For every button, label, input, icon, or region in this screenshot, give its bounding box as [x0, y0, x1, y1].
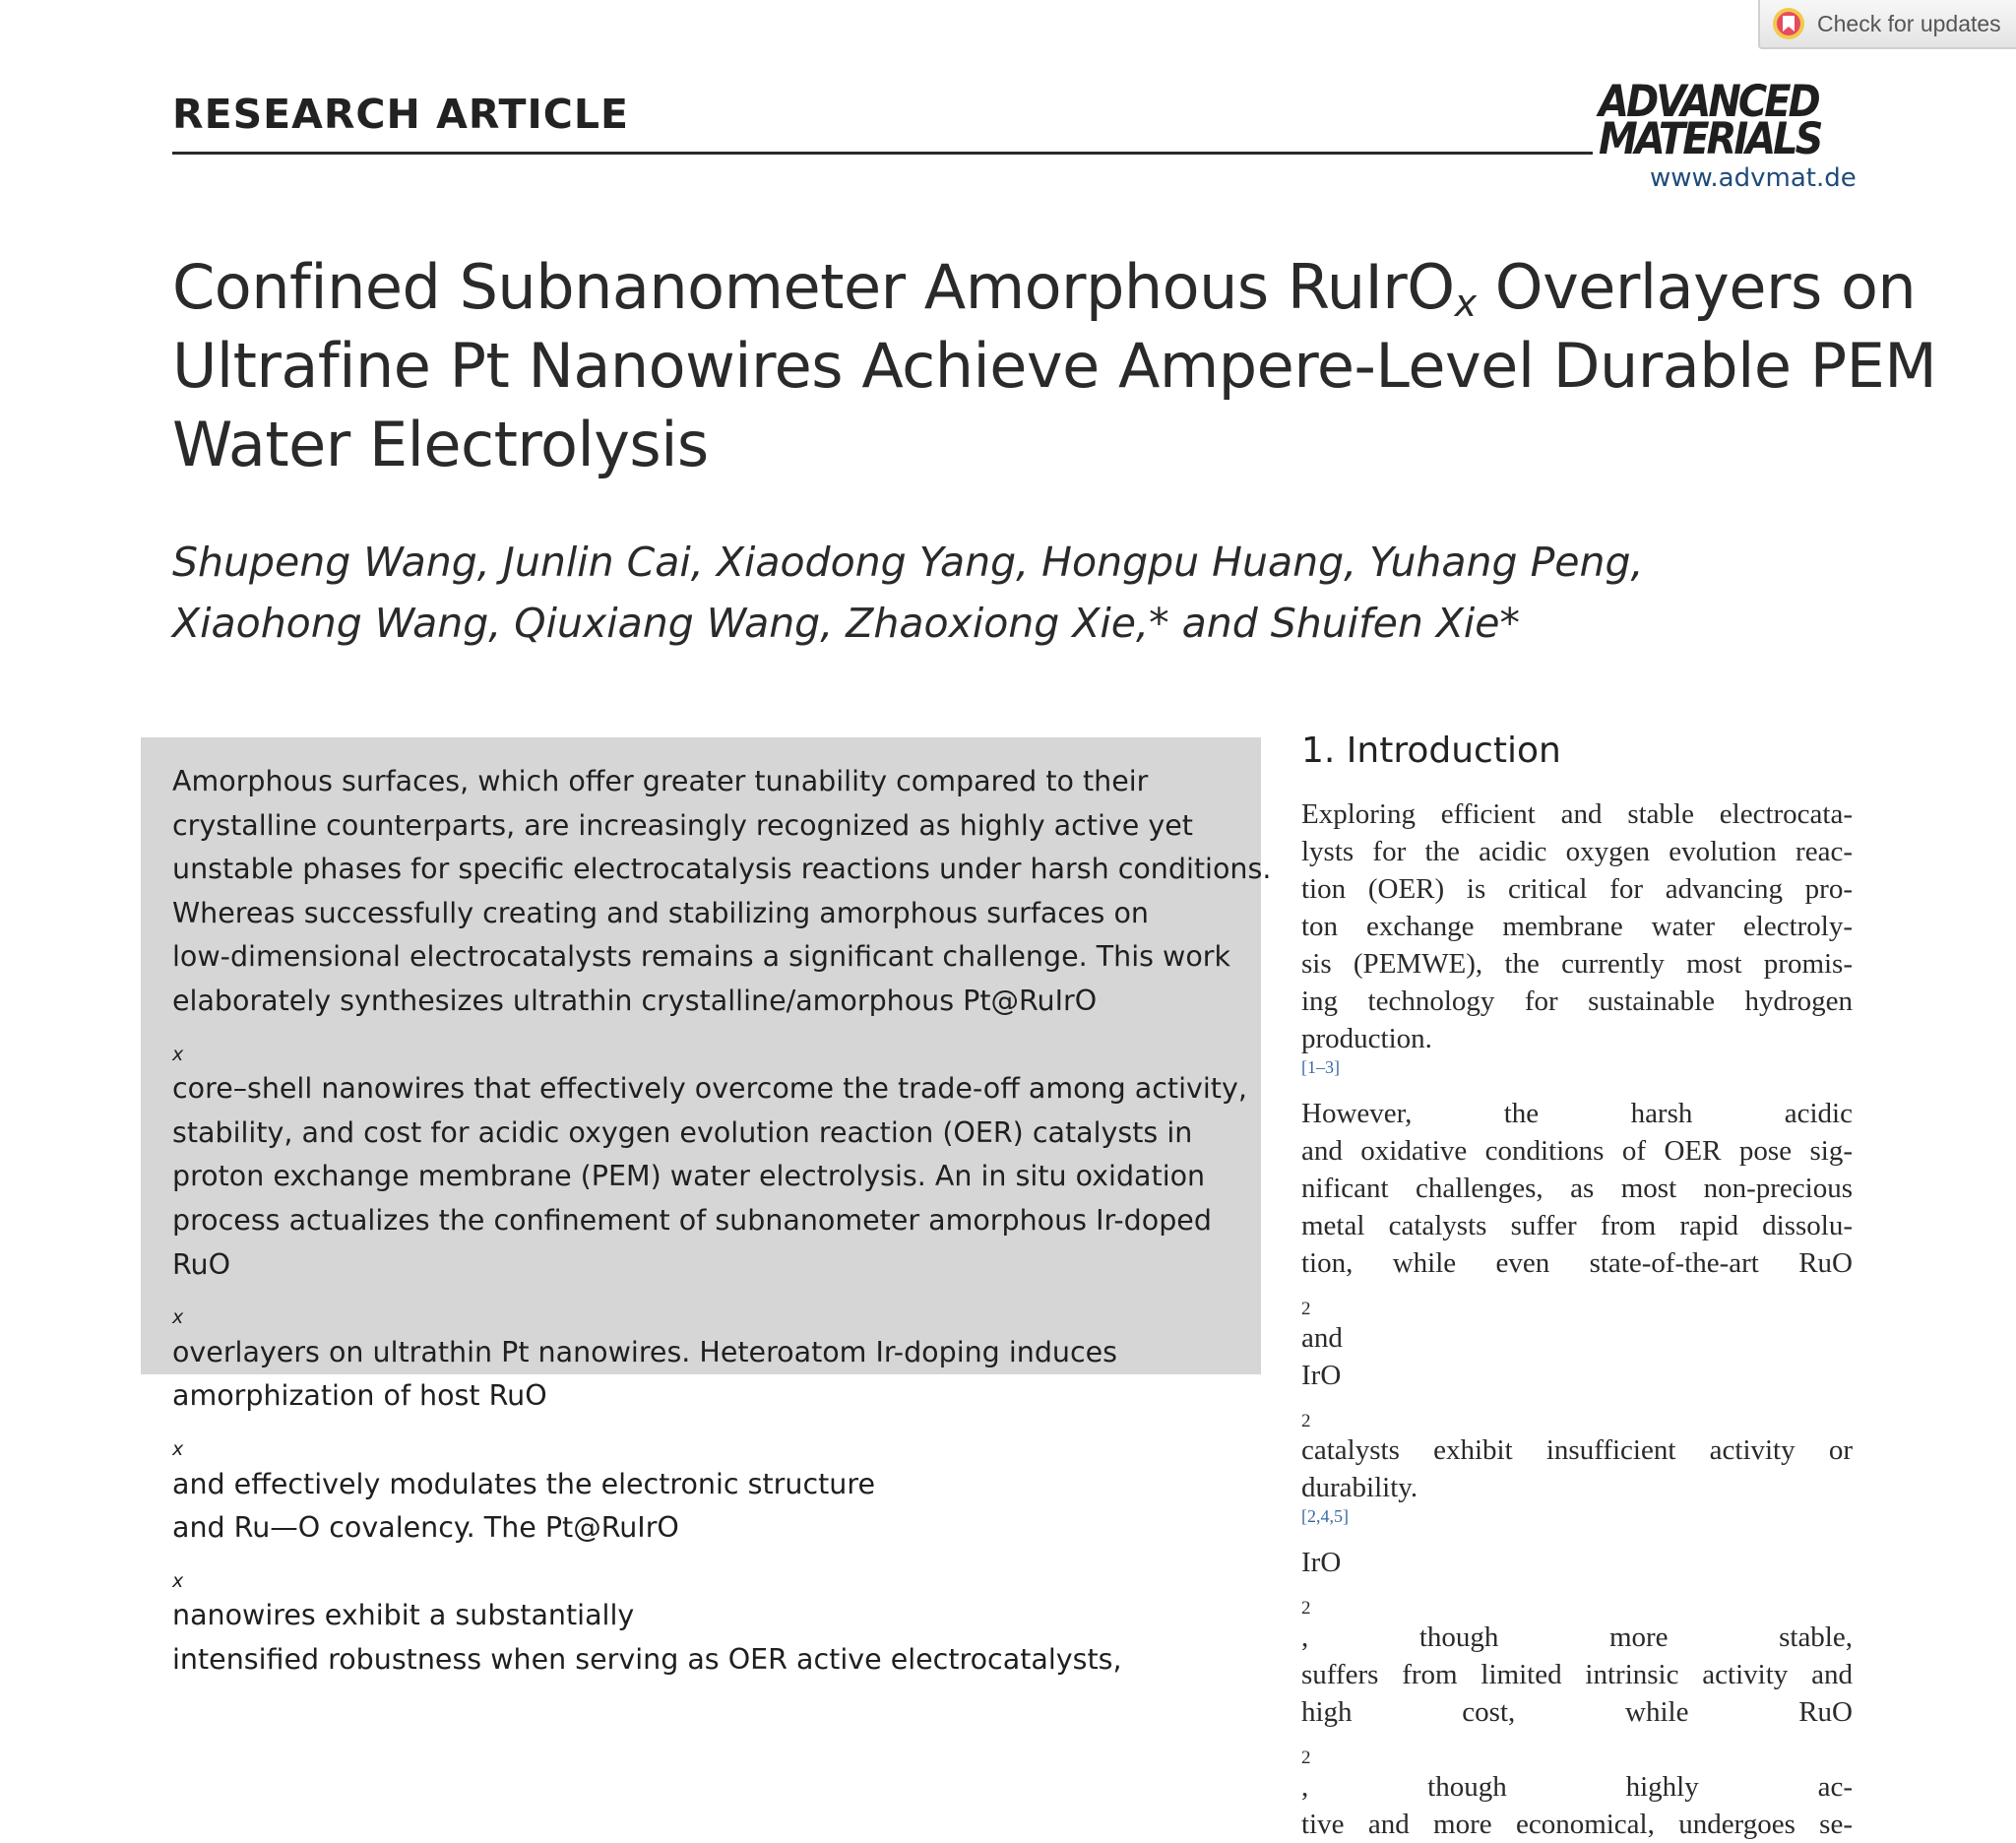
intro-line: IrO $_2$ catalysts exhibit insufficient activity or: [1301, 1360, 1853, 1466]
abstract-line: crystalline counterparts, are increasingly recognized as highly active yet: [172, 808, 1193, 842]
authors-line-1: Shupeng Wang, Junlin Cai, Xiaodong Yang, Hongpu Huang, Yuhang Peng,: [172, 539, 1644, 586]
abstract-text: [172, 760, 1271, 1682]
intro-line: and oxidative conditions of OER pose sig-: [1301, 1135, 1853, 1167]
authors-line-2: Xiaohong Wang, Qiuxiang Wang, Zhaoxiong Xie,* and Shuifen Xie*: [172, 600, 1521, 647]
introduction-heading: 1. Introduction: [1301, 731, 1561, 771]
header-rule: [172, 152, 1593, 155]
journal-logo: [1599, 76, 1855, 165]
abstract-line: low-dimensional electrocatalysts remains a significant challenge. This work: [172, 940, 1230, 974]
abstract-line: amorphization of host RuO $_x$ and effectively modulates the electronic structure: [172, 1379, 875, 1500]
abstract-line: and Ru—O covalency. The Pt@RuIrO $_x$ nanowires exhibit a substantially: [172, 1511, 679, 1632]
abstract-line: unstable phases for specific electrocatalysis reactions under harsh conditions.: [172, 853, 1272, 886]
abstract-line: stability, and cost for acidic oxygen evolution reaction (OER) catalysts in: [172, 1115, 1193, 1149]
check-for-updates-label: Check for updates: [1817, 10, 2001, 36]
citation-link[interactable]: [1–3]: [1301, 1057, 1340, 1077]
intro-line: sis (PEMWE), the currently most promis-: [1301, 948, 1853, 980]
abstract-line: intensified robustness when serving as OER active electrocatalysts,: [172, 1642, 1122, 1676]
title-line-2: Ultrafine Pt Nanowires Achieve Ampere-Level Durable PEM: [172, 330, 1937, 402]
abstract-line: Whereas successfully creating and stabilizing amorphous surfaces on: [172, 896, 1149, 929]
intro-line: metal catalysts suffer from rapid dissolu-: [1301, 1210, 1853, 1241]
abstract-line: elaborately synthesizes ultrathin crystalline/amorphous Pt@RuIrO $_x$: [172, 984, 1098, 1065]
intro-line: tion (OER) is critical for advancing pro-: [1301, 873, 1853, 905]
journal-logo-line-2: MATERIALS: [1599, 113, 1821, 165]
intro-line: Exploring efficient and stable electrocata-: [1301, 798, 1853, 830]
intro-line: ton exchange membrane water electroly-: [1301, 911, 1853, 942]
abstract-line: core–shell nanowires that effectively overcome the trade-off among activity,: [172, 1072, 1247, 1106]
abstract-line: RuO $_x$ overlayers on ultrathin Pt nanowires. Heteroatom Ir-doping induces: [172, 1247, 1118, 1368]
title-line-1: Confined Subnanometer Amorphous RuIrO$_x$ Overlayers on: [172, 251, 1917, 325]
introduction-text: [1301, 795, 1853, 1843]
author-list: [172, 532, 1644, 654]
section-label: RESEARCH ARTICLE: [172, 91, 629, 138]
intro-line: durability. [2,4,5] IrO $_2$ , though more stable,: [1301, 1472, 1853, 1653]
journal-url-link[interactable]: www.advmat.de: [1650, 163, 1857, 193]
article-title: [172, 248, 1937, 484]
intro-line: tion, while even state-of-the-art RuO $_2$ and: [1301, 1247, 1853, 1354]
citation-link[interactable]: [2,4,5]: [1301, 1506, 1349, 1526]
crossmark-icon: [1772, 7, 1805, 40]
intro-line: suffers from limited intrinsic activity and: [1301, 1659, 1853, 1690]
check-for-updates-button[interactable]: [1758, 0, 2016, 49]
intro-line: high cost, while RuO $_2$ , though highly ac-: [1301, 1696, 1853, 1803]
intro-line: lysts for the acidic oxygen evolution reac-: [1301, 836, 1853, 867]
title-line-3: Water Electrolysis: [172, 409, 709, 480]
abstract-line: proton exchange membrane (PEM) water electrolysis. An in situ oxidation: [172, 1160, 1206, 1193]
abstract-line: process actualizes the confinement of subnanometer amorphous Ir-doped: [172, 1203, 1212, 1237]
journal-logo-line-1: ADVANCED: [1599, 76, 1818, 128]
intro-line: production. [1–3] However, the harsh acidic: [1301, 1023, 1853, 1129]
intro-line: nificant challenges, as most non-precious: [1301, 1173, 1853, 1204]
intro-line: ing technology for sustainable hydrogen: [1301, 985, 1853, 1017]
abstract-line: Amorphous surfaces, which offer greater tunability compared to their: [172, 765, 1149, 797]
intro-line: tive and more economical, undergoes se-: [1301, 1809, 1853, 1840]
